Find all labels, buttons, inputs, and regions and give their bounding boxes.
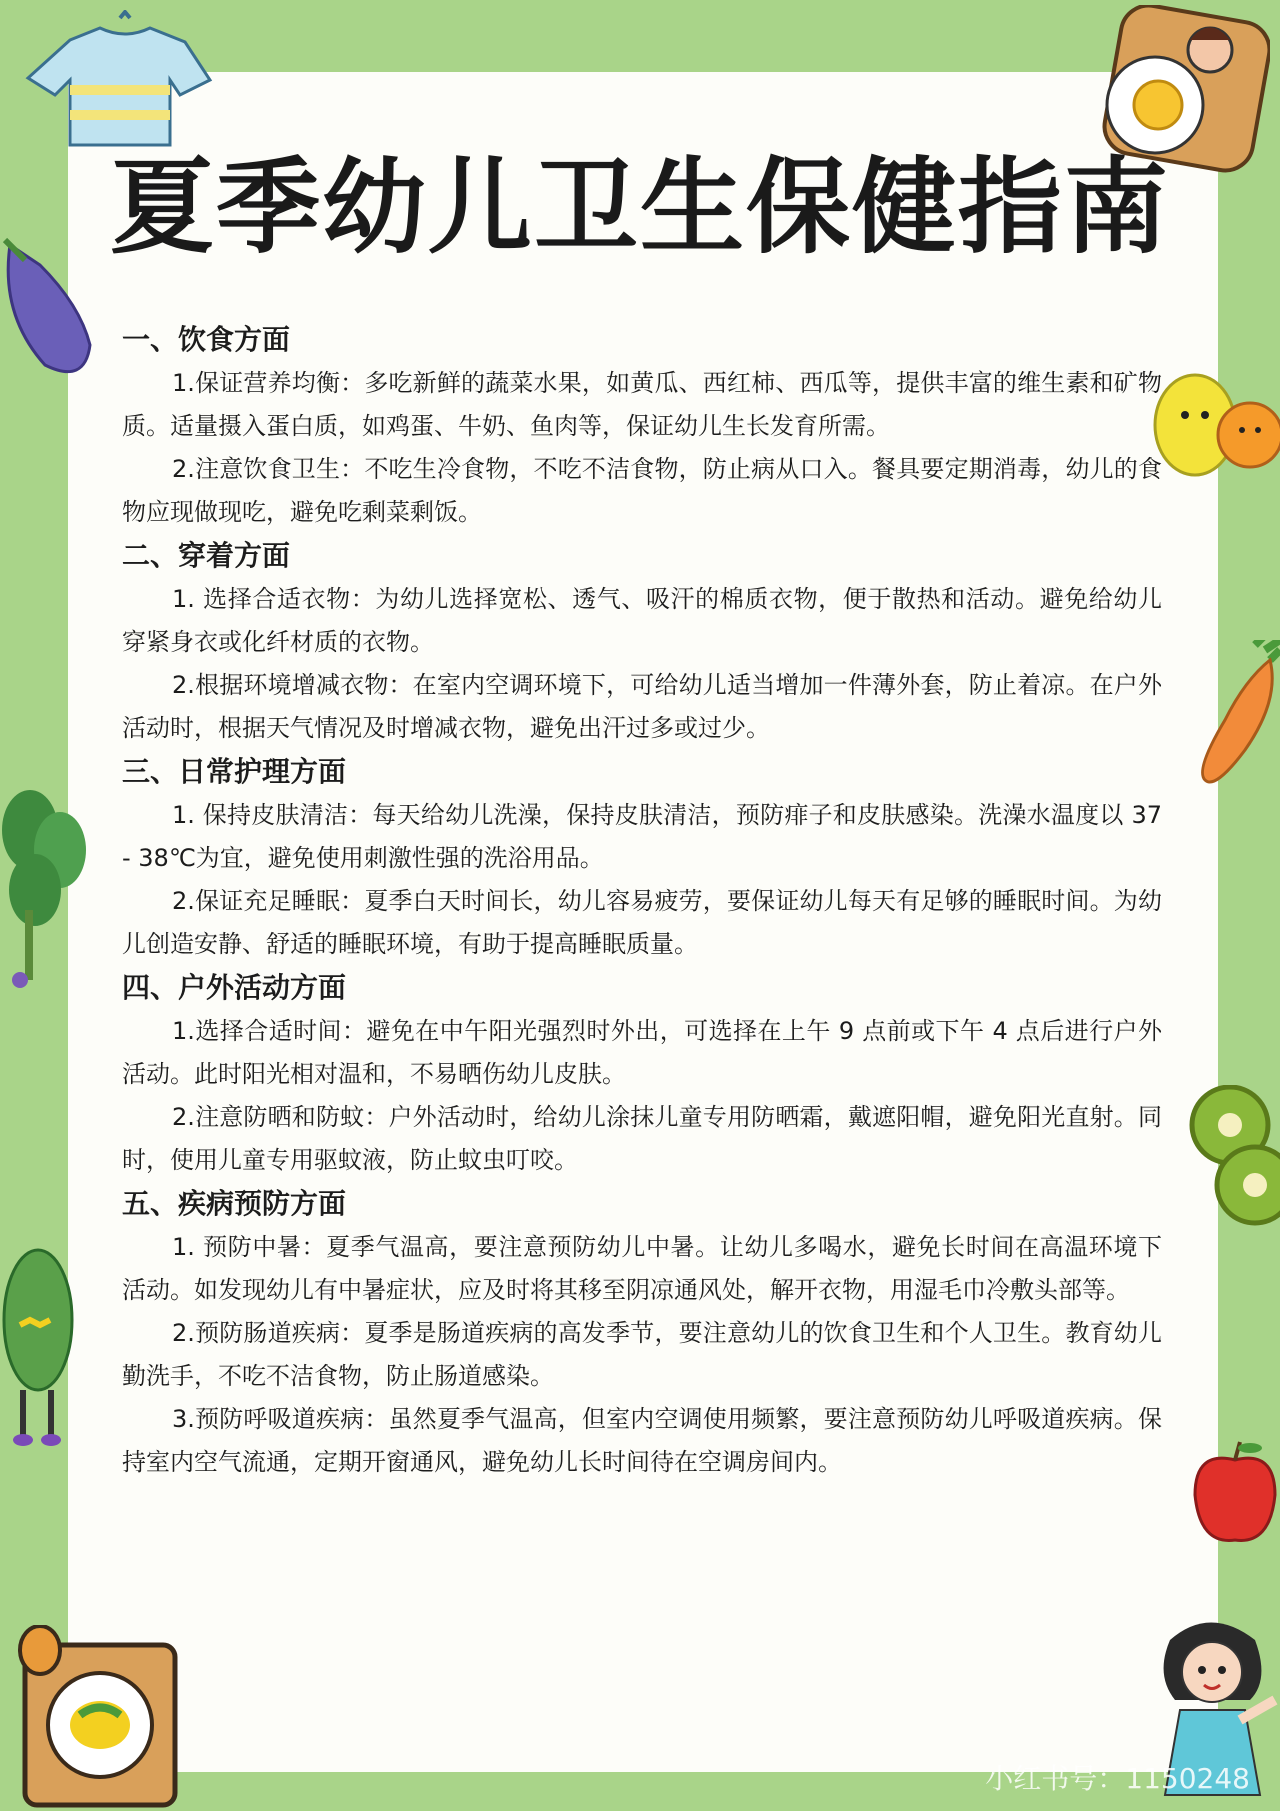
paragraph: 2.根据环境增减衣物：在室内空调环境下，可给幼儿适当增加一件薄外套，防止着凉。在户外活动时，根据天气情况及时增减衣物，避免出汗过多或过少。: [122, 671, 1162, 742]
food-plate-icon: [10, 1625, 190, 1810]
spinach-icon: [0, 780, 100, 990]
paragraph: 1.保证营养均衡：多吃新鲜的蔬菜水果，如黄瓜、西红柿、西瓜等，提供丰富的维生素和矿物质。适量摄入蛋白质，如鸡蛋、牛奶、鱼肉等，保证幼儿生长发育所需。: [122, 369, 1162, 440]
paragraph: 2.保证充足睡眠：夏季白天时间长，幼儿容易疲劳，要保证幼儿每天有足够的睡眠时间。为幼儿创造安静、舒适的睡眠环境，有助于提高睡眠质量。: [122, 887, 1162, 958]
bitter-melon-icon: [0, 1240, 95, 1450]
guide-content: [122, 318, 1162, 1484]
watermark: 小红书号：1150248: [985, 1762, 1250, 1795]
section-heading: 二、穿着方面: [122, 539, 291, 572]
paragraph: 3.预防呼吸道疾病：虽然夏季气温高，但室内空调使用频繁，要注意预防幼儿呼吸道疾病。保持室内空气流通，定期开窗通风，避免幼儿长时间待在空调房间内。: [122, 1405, 1162, 1476]
paragraph: 1. 选择合适衣物：为幼儿选择宽松、透气、吸汗的棉质衣物，便于散热和活动。避免给幼儿穿紧身衣或化纤材质的衣物。: [122, 585, 1162, 656]
section-heading: 一、饮食方面: [122, 323, 291, 356]
section-outdoor: [122, 966, 1162, 1182]
section-disease-prevention: [122, 1182, 1162, 1484]
paragraph: 1. 预防中暑：夏季气温高，要注意预防幼儿中暑。让幼儿多喝水，避免长时间在高温环境下活动。如发现幼儿有中暑症状，应及时将其移至阴凉通风处，解开衣物，用湿毛巾冷敷头部等。: [122, 1233, 1162, 1304]
paragraph: 2.注意饮食卫生：不吃生冷食物，不吃不洁食物，防止病从口入。餐具要定期消毒，幼儿的食物应现做现吃，避免吃剩菜剩饭。: [122, 455, 1162, 526]
paragraph: 1.选择合适时间：避免在中午阳光强烈时外出，可选择在上午 9 点前或下午 4 点后进行户外活动。此时阳光相对温和，不易晒伤幼儿皮肤。: [122, 1017, 1162, 1088]
kiwi-icon: [1185, 1085, 1280, 1235]
t-shirt-icon: [10, 10, 220, 150]
paragraph: 1. 保持皮肤清洁：每天给幼儿洗澡，保持皮肤清洁，预防痱子和皮肤感染。洗澡水温度以 37 - 38℃为宜，避免使用刺激性强的洗浴用品。: [122, 801, 1162, 872]
section-heading: 五、疾病预防方面: [122, 1187, 347, 1220]
paragraph: 2.注意防晒和防蚊：户外活动时，给幼儿涂抹儿童专用防晒霜，戴遮阳帽，避免阳光直射。同时，使用儿童专用驱蚊液，防止蚊虫叮咬。: [122, 1103, 1162, 1174]
apple-icon: [1190, 1440, 1280, 1550]
section-heading: 三、日常护理方面: [122, 755, 347, 788]
section-daily-care: [122, 750, 1162, 966]
lemon-orange-icon: [1150, 350, 1280, 510]
section-heading: 四、户外活动方面: [122, 971, 347, 1004]
section-diet: [122, 318, 1162, 534]
page-title: 夏季幼儿卫生保健指南: [109, 146, 1170, 268]
paragraph: 2.预防肠道疾病：夏季是肠道疾病的高发季节，要注意幼儿的饮食卫生和个人卫生。教育幼儿勤洗手，不吃不洁食物，防止肠道感染。: [122, 1319, 1162, 1390]
carrot-icon: [1185, 640, 1280, 790]
section-clothing: [122, 534, 1162, 750]
